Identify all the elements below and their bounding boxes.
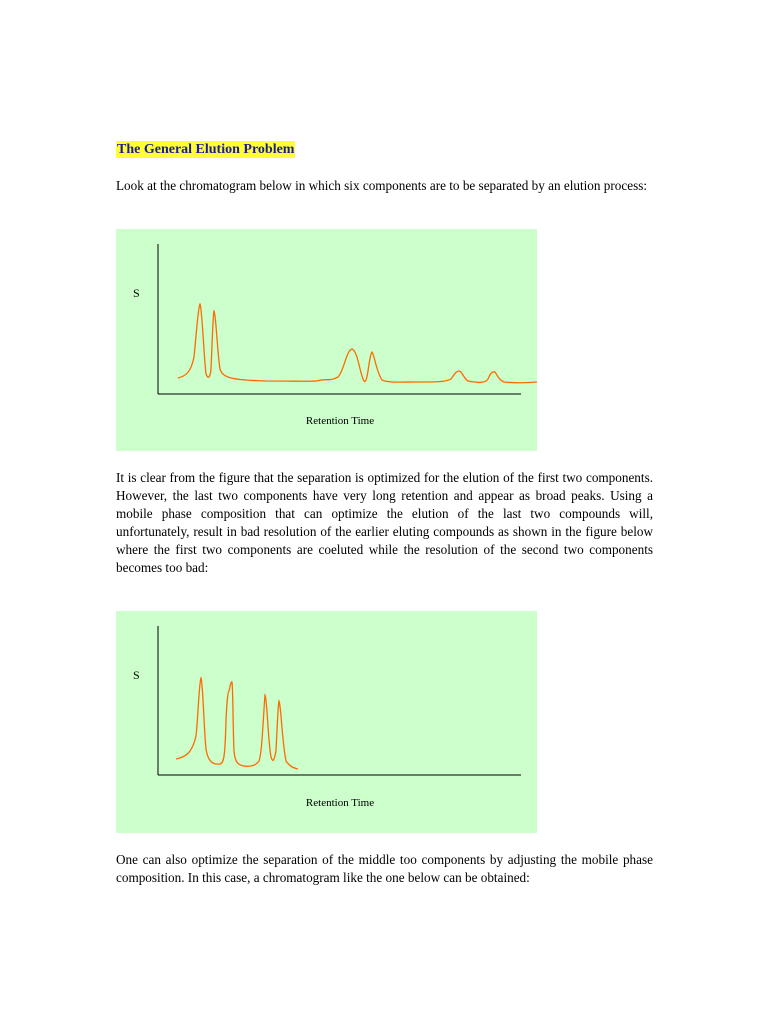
x-axis-label: Retention Time (305, 415, 375, 427)
chromatogram-2-svg (116, 611, 537, 833)
y-axis-label: S (133, 668, 140, 682)
chromatogram-figure-1 (116, 229, 537, 451)
chromatogram-1-svg (116, 229, 537, 451)
chromatogram-figure-2 (116, 611, 537, 833)
section-heading: The General Elution Problem (117, 142, 295, 157)
chromatogram-trace-1 (178, 304, 537, 383)
explanation-paragraph: It is clear from the figure that the separation is optimized for the elution of the first two components. However, the last two components have very long retention and appear as broad peaks. Using a mobile phase composition that can optimize the elution of the last two compounds will, unfortunately, result in bad resolution of the earlier eluting compounds as shown in the figure below where the first two components are coeluted while the resolution of the second two components becomes too bad: (116, 470, 653, 575)
intro-paragraph: Look at the chromatogram below in which six components are to be separated by an elution process: (116, 178, 648, 193)
x-axis-label: Retention Time (305, 797, 375, 809)
chromatogram-trace-2 (176, 678, 298, 769)
closing-paragraph: One can also optimize the separation of the middle too components by adjusting the mobile phase composition. In this case, a chromatogram like the one below can be obtained: (116, 852, 653, 885)
y-axis-label: S (133, 286, 140, 300)
